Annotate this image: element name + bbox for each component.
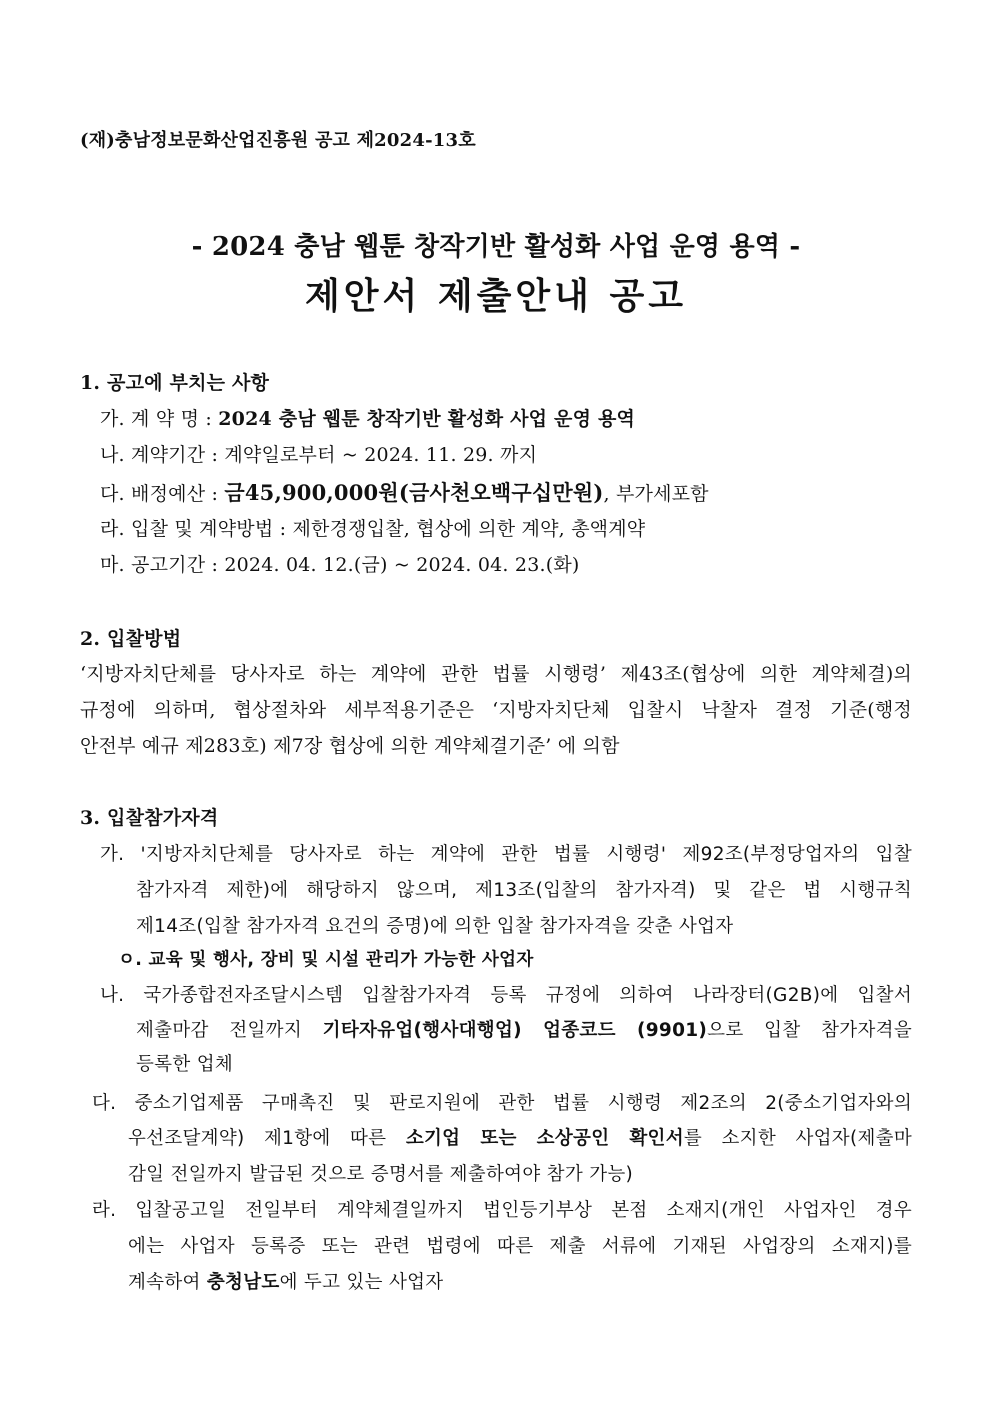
qualification-na-text: 제출마감 전일까지 <box>136 1020 323 1041</box>
qualification-ga-line: 참가자격 제한)에 해당하지 않으며, 제13조(입찰의 참가자격) 및 같은 법 시행규칙 <box>136 880 912 901</box>
notice-number: (재)충남정보문화산업진흥원 공고 제2024-13호 <box>80 130 476 151</box>
contract-name-value: 2024 충남 웹툰 창작기반 활성화 사업 운영 용역 <box>218 408 636 430</box>
section3-heading: 3. 입찰참가자격 <box>80 807 219 829</box>
qualification-na-text: 으로 입찰 참가자격을 <box>707 1020 912 1041</box>
bid-method-row <box>100 514 645 541</box>
contract-name-label: 가. 계 약 명 : <box>100 408 213 430</box>
contract-period-label: 나. 계약기간 : <box>100 444 219 466</box>
small-business-cert-highlight: 소기업 또는 소상공인 확인서 <box>405 1128 684 1149</box>
qualification-ra-line: 에는 사업자 등록증 또는 관련 법령에 따른 제출 서류에 기재된 사업장의 소재지)를 <box>128 1236 912 1257</box>
qualification-da-text: 우선조달계약) 제1항에 따른 <box>128 1128 406 1149</box>
budget-label: 다. 배정예산 : <box>100 483 219 505</box>
contract-period-row <box>100 440 537 467</box>
contract-name-row <box>100 404 635 431</box>
notice-period-label: 마. 공고기간 : <box>100 554 219 576</box>
notice-period-value: 2024. 04. 12.(금) ~ 2024. 04. 23.(화) <box>224 554 580 576</box>
qualification-da-line: 다. 중소기업제품 구매촉진 및 판로지원에 관한 법률 시행령 제2조의 2(중소기업자와의 <box>92 1093 912 1114</box>
section2-heading: 2. 입찰방법 <box>80 628 182 650</box>
qualification-na-line: 나. 국가종합전자조달시스템 입찰참가자격 등록 규정에 의하여 나라장터(G2B)에 입찰서 <box>100 985 912 1006</box>
qualification-da-text: 를 소지한 사업자(제출마 <box>683 1128 913 1149</box>
region-highlight: 충청남도 <box>206 1272 280 1293</box>
qualification-ra-text: 계속하여 <box>128 1272 207 1293</box>
bid-method-value: 제한경쟁입찰, 협상에 의한 계약, 총액계약 <box>292 518 646 540</box>
budget-vat-note: , 부가세포함 <box>603 483 709 505</box>
qualification-ra-line: 라. 입찰공고일 전일부터 계약체결일까지 법인등기부상 본점 소재지(개인 사업자인 경우 <box>92 1200 912 1221</box>
budget-row <box>100 477 709 507</box>
notice-period-row <box>100 550 580 577</box>
document-title: 제안서 제출안내 공고 <box>304 275 688 317</box>
section2-line: ‘지방자치단체를 당사자로 하는 계약에 관한 법률 시행령’ 제43조(협상에 의한 계약체결)의 <box>80 663 912 685</box>
qualification-na-line: 등록한 업체 <box>136 1054 234 1075</box>
section1-heading: 1. 공고에 부치는 사항 <box>80 372 270 394</box>
bid-method-label: 라. 입찰 및 계약방법 : <box>100 518 287 540</box>
qualification-ra-text: 에 두고 있는 사업자 <box>279 1272 444 1293</box>
section2-line: 규정에 의하며, 협상절차와 세부적용기준은 ‘지방자치단체 입찰시 낙찰자 결정 기준(행정 <box>80 699 912 721</box>
qualification-ga-line: 가. '지방자치단체를 당사자로 하는 계약에 관한 법률 시행령' 제92조(부정당업자의 입찰 <box>100 844 912 865</box>
qualification-da-line: 감일 전일까지 발급된 것으로 증명서를 제출하여야 참가 가능) <box>128 1164 634 1185</box>
qualification-da-line <box>128 1124 912 1150</box>
qualification-ga-line: 제14조(입찰 참가자격 요건의 증명)에 의한 입찰 참가자격을 갖춘 사업자 <box>136 916 734 937</box>
contract-period-value: 계약일로부터 ~ 2024. 11. 29. 까지 <box>224 444 538 466</box>
qualification-na-line <box>136 1016 912 1042</box>
qualification-ga-bullet: ㅇ. 교육 및 행사, 장비 및 시설 관리가 가능한 사업자 <box>118 950 534 970</box>
document-subtitle: - 2024 충남 웹툰 창작기반 활성화 사업 운영 용역 - <box>191 232 801 262</box>
industry-code-highlight: 기타자유업(행사대행업) 업종코드 (9901) <box>322 1020 708 1041</box>
budget-amount: 금45,900,000원(금사천오백구십만원) <box>224 480 604 505</box>
section2-line: 안전부 예규 제283호) 제7장 협상에 의한 계약체결기준’ 에 의함 <box>80 735 620 757</box>
qualification-ra-line <box>128 1268 443 1294</box>
